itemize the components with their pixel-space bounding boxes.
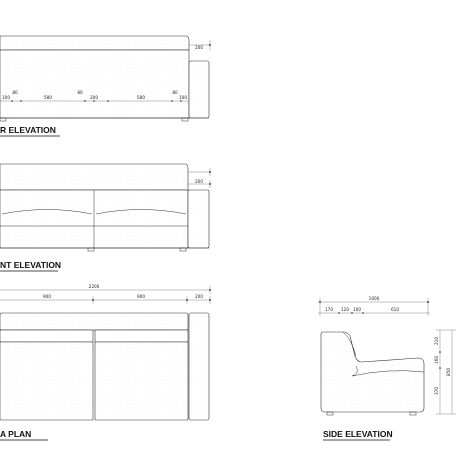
plan-dim-900a: 900 [43, 294, 51, 299]
plan-seat-cushion-left [0, 342, 93, 420]
side-elevation-title: SIDE ELEVATION [323, 429, 393, 439]
plan-back-cushion-right [95, 330, 188, 342]
plan-sofa-back [0, 313, 188, 330]
rear-dim-b1: 100 [2, 95, 10, 100]
sofa-plan [0, 284, 211, 440]
front-sofa-arm [188, 190, 209, 248]
rear-dim-200: 200 [195, 45, 203, 50]
front-dim-200: 200 [195, 179, 203, 184]
side-dim-170: 170 [325, 307, 333, 312]
rear-dim-b7: 80 [172, 90, 178, 95]
side-dim-total: 1000 [368, 296, 380, 301]
plan-dimension-top [0, 284, 211, 304]
plan-title: A PLAN [0, 429, 32, 439]
side-dim-850: 850 [446, 368, 451, 376]
side-dim-120: 120 [341, 307, 349, 312]
rear-elevation-title: R ELEVATION [0, 125, 56, 135]
side-dim-210: 210 [434, 337, 439, 345]
rear-dim-b5: 200 [90, 95, 98, 100]
side-dim-610: 610 [391, 307, 399, 312]
side-dimension-top [318, 296, 430, 316]
plan-sofa-arm [189, 313, 209, 420]
plan-back-cushion-left [0, 330, 93, 342]
rear-dim-b6: 580 [137, 95, 145, 100]
plan-dim-total: 2200 [88, 284, 100, 289]
rear-sofa-arm [189, 61, 209, 118]
side-sofa-profile [321, 332, 424, 412]
side-elevation [318, 296, 456, 440]
side-dimension-right [434, 330, 456, 414]
front-elevation [0, 164, 211, 271]
side-dim-100: 100 [353, 307, 361, 312]
side-dim-370: 370 [434, 387, 439, 395]
plan-seat-cushion-right [95, 342, 188, 420]
rear-dim-b2: 80 [12, 90, 18, 95]
rear-elevation [0, 36, 211, 136]
plan-dim-900b: 900 [137, 294, 145, 299]
rear-dim-b3: 580 [44, 95, 52, 100]
front-sofa-back [0, 164, 188, 190]
front-elevation-title: NT ELEVATION [0, 260, 62, 270]
rear-sofa-back [0, 36, 189, 50]
rear-dim-b8: 100 [179, 95, 187, 100]
rear-sofa-body [0, 50, 189, 118]
side-dim-160: 160 [434, 356, 439, 364]
rear-dim-b4: 80 [77, 90, 83, 95]
plan-dim-200: 200 [195, 294, 203, 299]
